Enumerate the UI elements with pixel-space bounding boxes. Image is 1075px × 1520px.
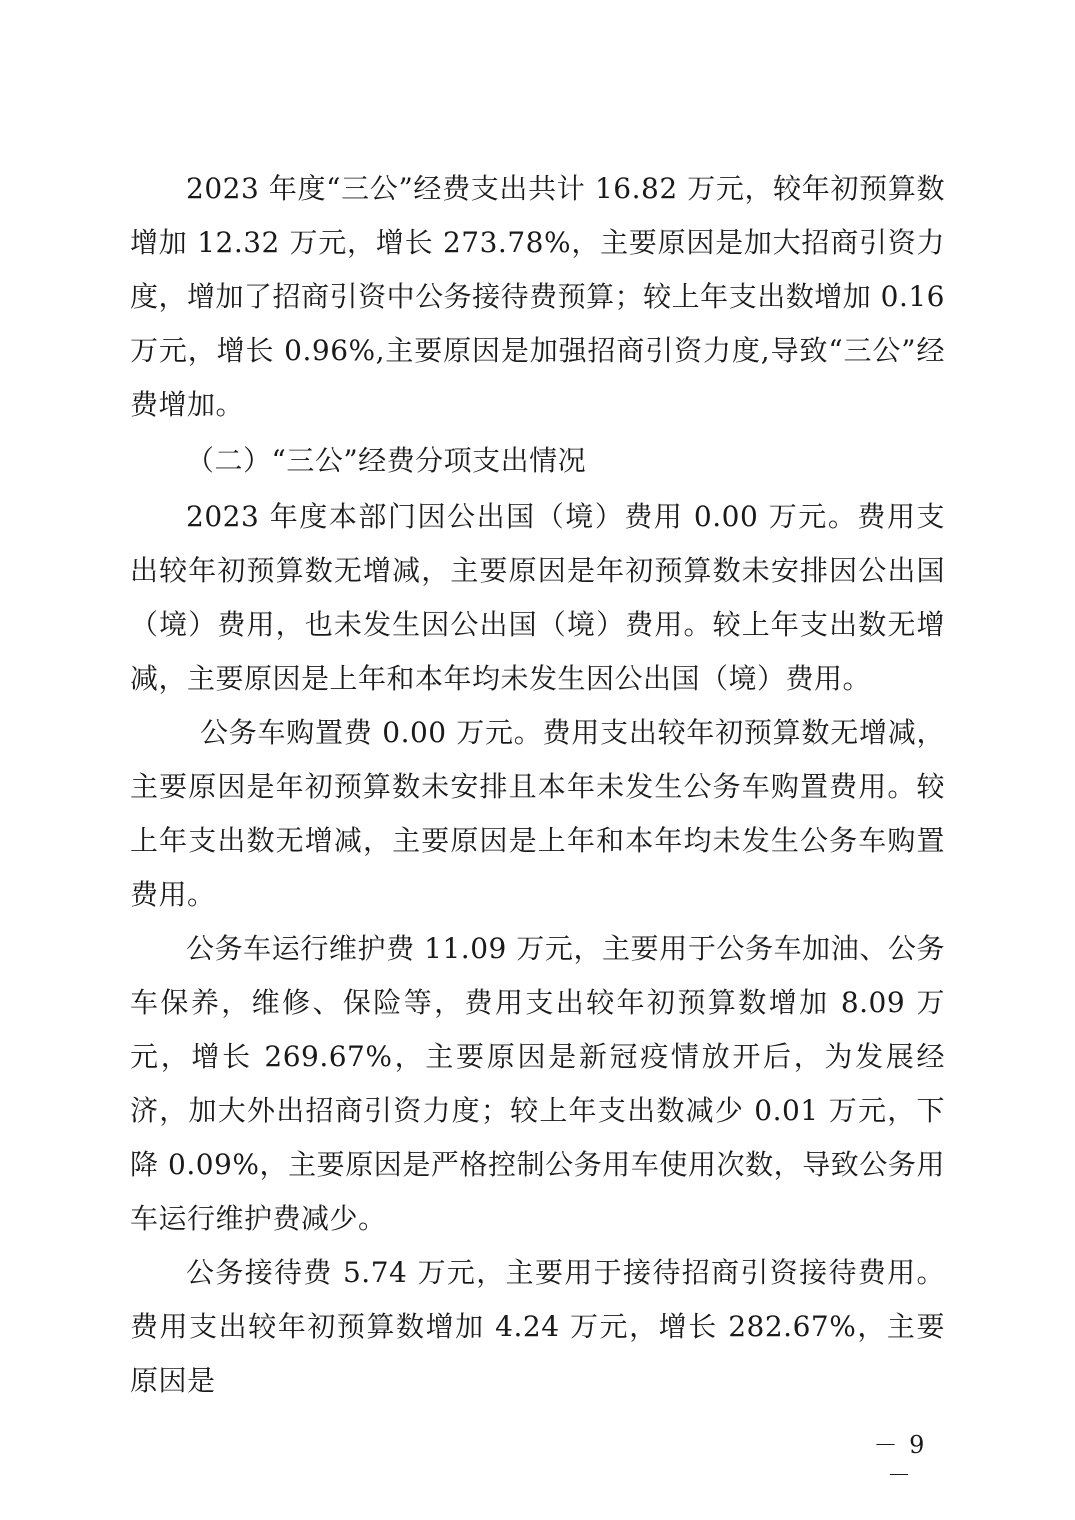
paragraph-summary: 2023 年度“三公”经费支出共计 16.82 万元，较年初预算数增加 12.32 万元，增长 273.78%，主要原因是加大招商引资力度，增加了招商引资中公务接待费预算；较上年支出数增加 0.16 万元，增长 0.96%,主要原因是加强招商引资力度,导致“三公”经费增加。 bbox=[130, 172, 945, 421]
section-heading: （二）“三公”经费分项支出情况 bbox=[186, 444, 587, 477]
page-number: － 9 － bbox=[873, 1431, 927, 1489]
paragraph-vehicle-purchase: 公务车购置费 0.00 万元。费用支出较年初预算数无增减，主要原因是年初预算数未安排且本年未发生公务车购置费用。较上年支出数无增减，主要原因是上年和本年均未发生公务车购置费用。 bbox=[130, 716, 945, 911]
paragraph-vehicle-operation: 公务车运行维护费 11.09 万元，主要用于公务车加油、公务车保养，维修、保险等，费用支出较年初预算数增加 8.09 万元，增长 269.67%，主要原因是新冠疫情放开后，为发展经济，加大外出招商引资力度；较上年支出数减少 0.01 万元，下降 0.09%，主要原因是严格控制公务用车使用次数，导致公务用车运行维护费减少。 bbox=[130, 932, 945, 1235]
paragraph-reception: 公务接待费 5.74 万元，主要用于接待招商引资接待费用。费用支出较年初预算数增加 4.24 万元，增长 282.67%，主要原因是 bbox=[130, 1256, 945, 1397]
document-body bbox=[130, 162, 945, 1408]
paragraph-overseas-travel: 2023 年度本部门因公出国（境）费用 0.00 万元。费用支出较年初预算数无增减，主要原因是年初预算数未安排因公出国（境）费用，也未发生因公出国（境）费用。较上年支出数无增减，主要原因是上年和本年均未发生因公出国（境）费用。 bbox=[130, 500, 945, 695]
